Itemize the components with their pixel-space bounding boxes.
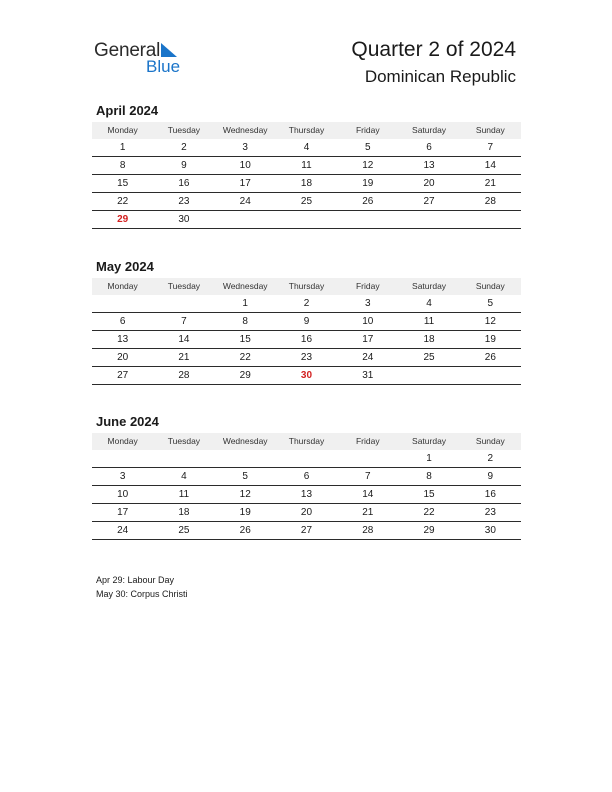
day-cell: 16	[484, 489, 496, 500]
week-row	[92, 486, 521, 504]
weekday-header	[92, 278, 521, 295]
day-cell: 23	[300, 352, 313, 363]
day-cell: 9	[303, 316, 310, 327]
day-cell: 6	[119, 316, 126, 327]
weekday-label: Wednesday	[222, 281, 268, 291]
day-cell: 11	[178, 489, 190, 500]
day-cell: 23	[178, 196, 190, 207]
day-cell	[337, 450, 398, 467]
day-cell: 21	[178, 352, 190, 363]
day-cell: 21	[362, 507, 374, 518]
week-row	[92, 139, 521, 157]
day-cell: 3	[119, 471, 126, 482]
day-cell: 16	[300, 334, 313, 345]
day-cell: 7	[487, 142, 494, 153]
day-cell: 14	[484, 160, 496, 171]
day-cell: 14	[362, 489, 374, 500]
weekday-header	[92, 122, 521, 139]
day-cell: 16	[178, 178, 190, 189]
day-cell: 2	[303, 298, 310, 309]
day-cell: 11	[301, 160, 312, 171]
weekday-label: Wednesday	[222, 125, 268, 135]
weekday-label: Thursday	[288, 125, 325, 135]
day-cell	[398, 367, 459, 384]
day-cell: 31	[362, 370, 374, 381]
day-cell: 29	[239, 370, 251, 381]
day-cell: 19	[484, 334, 496, 345]
logo-text-general: General	[94, 40, 161, 61]
day-cell: 20	[117, 352, 129, 363]
day-cell	[153, 295, 214, 312]
month-calendar-may	[92, 259, 521, 385]
day-cell	[92, 295, 153, 312]
day-cell: 8	[119, 160, 126, 171]
weekday-label: Sunday	[475, 125, 505, 135]
week-row	[92, 295, 521, 313]
week-row	[92, 157, 521, 175]
week-row	[92, 349, 521, 367]
month-calendar-april	[92, 103, 521, 229]
weekday-label: Wednesday	[222, 436, 268, 446]
week-row	[92, 504, 521, 522]
day-cell: 13	[117, 334, 129, 345]
day-cell: 6	[303, 471, 310, 482]
day-cell: 7	[181, 316, 187, 327]
holiday-note: Apr 29: Labour Day	[96, 575, 175, 585]
day-cell: 17	[239, 178, 251, 189]
weekday-label: Saturday	[412, 281, 447, 291]
day-cell: 28	[484, 196, 496, 207]
weekday-label: Saturday	[412, 125, 447, 135]
day-cell: 10	[117, 489, 129, 500]
day-cell: 5	[487, 298, 494, 309]
weekday-label: Sunday	[475, 436, 505, 446]
logo	[94, 40, 194, 80]
day-cell: 17	[362, 334, 374, 345]
day-cell	[215, 211, 276, 228]
weekday-label: Tuesday	[167, 281, 201, 291]
logo-text-blue: Blue	[146, 57, 181, 76]
day-cell	[337, 211, 398, 228]
day-cell: 18	[178, 507, 190, 518]
day-cell: 14	[178, 334, 190, 345]
month-calendar-june	[92, 414, 521, 540]
day-cell: 18	[423, 334, 435, 345]
day-cell: 26	[362, 196, 374, 207]
week-row	[92, 468, 521, 486]
day-cell	[460, 211, 521, 228]
day-cell: 2	[487, 453, 494, 464]
day-cell: 3	[242, 142, 248, 153]
day-cell: 30	[300, 370, 313, 381]
day-cell: 3	[364, 298, 371, 309]
day-cell: 15	[423, 489, 435, 500]
weekday-label: Thursday	[288, 281, 325, 291]
day-cell: 25	[300, 196, 313, 207]
week-row	[92, 522, 521, 540]
day-cell: 22	[423, 507, 435, 518]
day-cell: 24	[117, 525, 129, 536]
week-row	[92, 367, 521, 385]
day-cell: 1	[242, 298, 248, 309]
week-row	[92, 313, 521, 331]
page-subtitle: Dominican Republic	[364, 67, 516, 86]
day-cell: 1	[426, 453, 432, 464]
day-cell: 15	[239, 334, 251, 345]
week-row	[92, 331, 521, 349]
day-cell: 7	[364, 471, 371, 482]
day-cell: 12	[362, 160, 374, 171]
day-cell: 29	[423, 525, 435, 536]
weekday-label: Friday	[355, 281, 380, 291]
day-cell: 25	[178, 525, 190, 536]
day-cell: 20	[300, 507, 313, 518]
day-cell: 30	[484, 525, 496, 536]
day-cell: 10	[239, 160, 251, 171]
day-cell: 29	[117, 214, 129, 225]
month-title: May 2024	[96, 259, 154, 274]
day-cell: 11	[423, 316, 435, 327]
day-cell: 19	[239, 507, 251, 518]
day-cell: 2	[181, 142, 187, 153]
week-row	[92, 175, 521, 193]
day-cell: 5	[242, 471, 248, 482]
day-cell: 23	[484, 507, 496, 518]
weekday-header	[92, 433, 521, 450]
day-cell: 12	[484, 316, 496, 327]
day-cell: 19	[362, 178, 374, 189]
day-cell: 8	[242, 316, 248, 327]
day-cell: 26	[239, 525, 251, 536]
day-cell: 26	[484, 352, 496, 363]
day-cell: 27	[117, 370, 129, 381]
day-cell: 27	[300, 525, 313, 536]
day-cell	[460, 367, 521, 384]
day-cell: 15	[117, 178, 129, 189]
day-cell	[276, 211, 337, 228]
day-cell: 6	[426, 142, 432, 153]
day-cell	[153, 450, 214, 467]
weekday-label: Saturday	[412, 436, 447, 446]
page-title: Quarter 2 of 2024	[351, 38, 516, 61]
day-cell: 27	[423, 196, 435, 207]
day-cell: 22	[117, 196, 129, 207]
day-cell: 1	[119, 142, 126, 153]
day-cell: 9	[181, 160, 187, 171]
day-cell: 20	[423, 178, 435, 189]
holiday-note: May 30: Corpus Christi	[96, 589, 188, 599]
day-cell: 25	[423, 352, 435, 363]
week-row	[92, 211, 521, 229]
day-cell: 13	[423, 160, 435, 171]
day-cell: 21	[484, 178, 496, 189]
day-cell: 28	[178, 370, 190, 381]
day-cell: 24	[239, 196, 251, 207]
day-cell: 18	[300, 178, 313, 189]
day-cell	[398, 211, 459, 228]
week-row	[92, 193, 521, 211]
day-cell: 4	[181, 471, 187, 482]
day-cell	[215, 450, 276, 467]
day-cell: 28	[362, 525, 374, 536]
holiday-notes	[96, 573, 188, 601]
weekday-label: Tuesday	[167, 125, 201, 135]
weekday-label: Friday	[355, 125, 380, 135]
weekday-label: Tuesday	[167, 436, 201, 446]
day-cell: 10	[362, 316, 374, 327]
weekday-label: Monday	[107, 125, 138, 135]
weekday-label: Sunday	[475, 281, 505, 291]
day-cell: 22	[239, 352, 251, 363]
day-cell: 4	[303, 142, 310, 153]
month-title: April 2024	[96, 103, 159, 118]
day-cell: 24	[362, 352, 374, 363]
day-cell	[92, 450, 153, 467]
weekday-label: Monday	[107, 436, 138, 446]
day-cell: 4	[426, 298, 432, 309]
day-cell: 9	[487, 471, 494, 482]
weekday-label: Thursday	[288, 436, 325, 446]
week-row	[92, 450, 521, 468]
weekday-label: Friday	[355, 436, 380, 446]
day-cell: 5	[364, 142, 371, 153]
weekday-label: Monday	[107, 281, 138, 291]
day-cell: 13	[300, 489, 313, 500]
day-cell: 8	[426, 471, 432, 482]
day-cell: 17	[117, 507, 129, 518]
logo-triangle-icon	[161, 43, 177, 57]
day-cell: 30	[178, 214, 190, 225]
day-cell: 12	[239, 489, 251, 500]
day-cell	[276, 450, 337, 467]
month-title: June 2024	[96, 414, 159, 429]
